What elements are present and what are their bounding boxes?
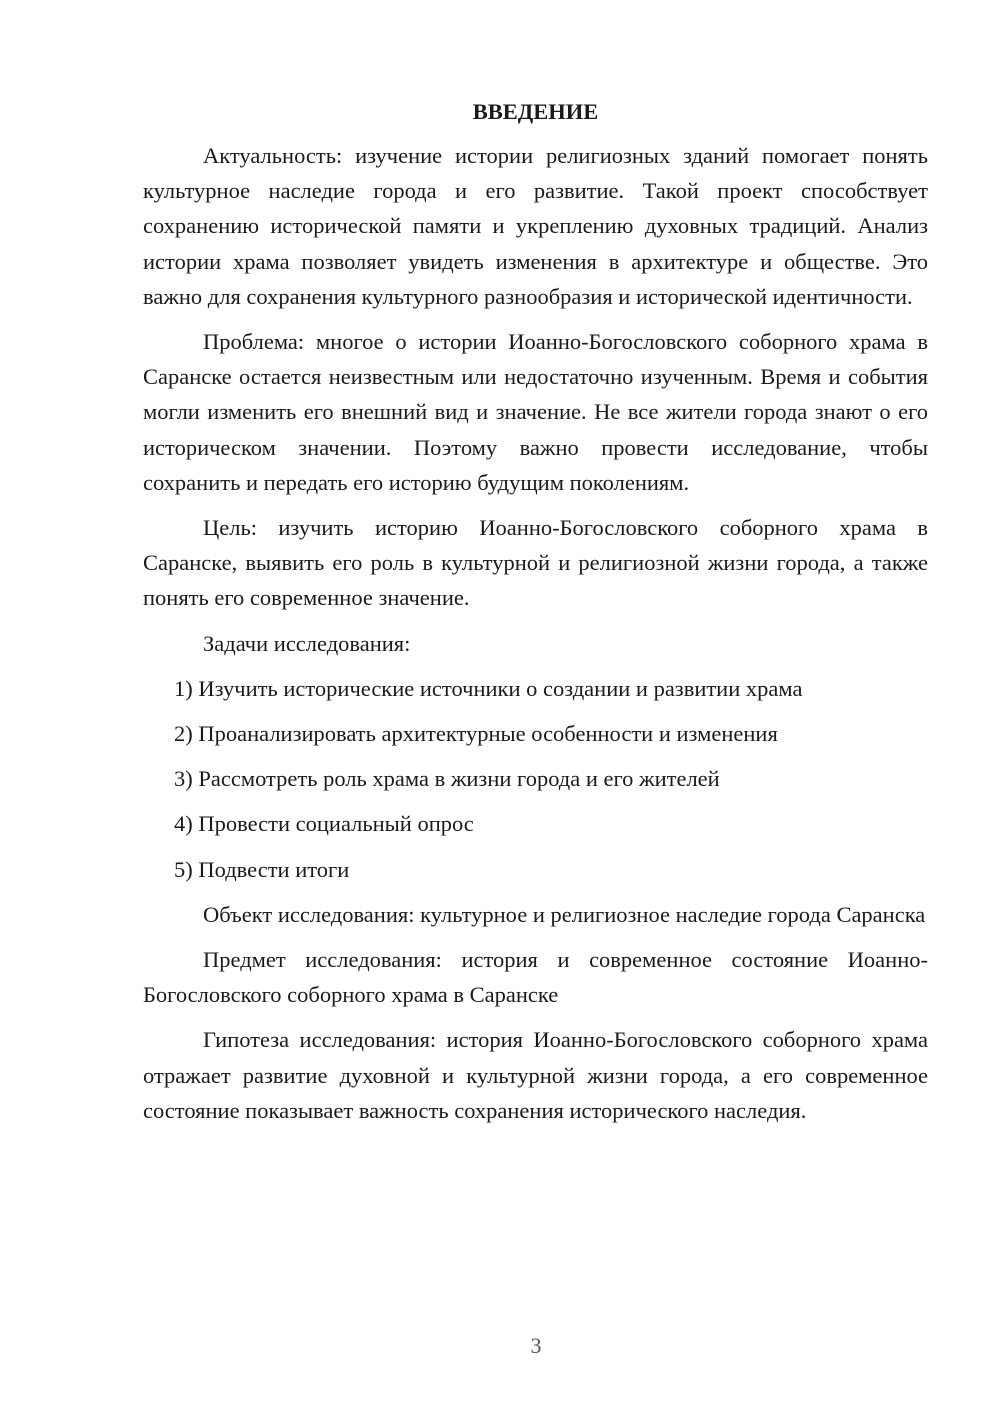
task-item-4: 4) Провести социальный опрос (174, 811, 474, 837)
paragraph-problem: Проблема: многое о истории Иоанно-Богословского соборного храма в Саранске остается неизвестным или недостаточно изученным. Время и события могли изменить его внешний вид и значение. Не все жители города знают о его историческом значении. Поэтому важно провести исследование, чтобы сохранить и передать его историю будущим поколениям. (143, 329, 928, 495)
paragraph-hypothesis: Гипотеза исследования: история Иоанно-Богословского соборного храма отражает развитие духовной и культурной жизни города, а его современное состояние показывает важность сохранения исторического наследия. (143, 1027, 928, 1123)
paragraph-subject: Предмет исследования: история и современное состояние Иоанно-Богословского соборного храма в Саранске (143, 947, 928, 1008)
task-item-2: 2) Проанализировать архитектурные особенности и изменения (174, 721, 778, 747)
tasks-list (143, 671, 928, 887)
paragraph-object: Объект исследования: культурное и религиозное наследие города Саранска (203, 901, 926, 927)
document-body (143, 94, 928, 1138)
page-number: 3 (530, 1333, 542, 1358)
paragraph-relevance: Актуальность: изучение истории религиозных зданий помогает понять культурное наследие города и его развитие. Такой проект способствует сохранению исторической памяти и укреплению духовных традиций. Анализ истории храма позволяет увидеть изменения в архитектуре и обществе. Это важно для сохранения культурного разнообразия и исторической идентичности. (143, 143, 928, 309)
task-item-3: 3) Рассмотреть роль храма в жизни города и его жителей (174, 766, 720, 792)
task-item-1: 1) Изучить исторические источники о создании и развитии храма (174, 675, 803, 701)
paragraph-goal: Цель: изучить историю Иоанно-Богословского соборного храма в Саранске, выявить его роль в культурной и религиозной жизни города, а также понять его современное значение. (143, 515, 928, 611)
section-title: ВВЕДЕНИЕ (472, 99, 599, 124)
tasks-heading: Задачи исследования: (203, 630, 411, 656)
task-item-5: 5) Подвести итоги (174, 856, 350, 882)
